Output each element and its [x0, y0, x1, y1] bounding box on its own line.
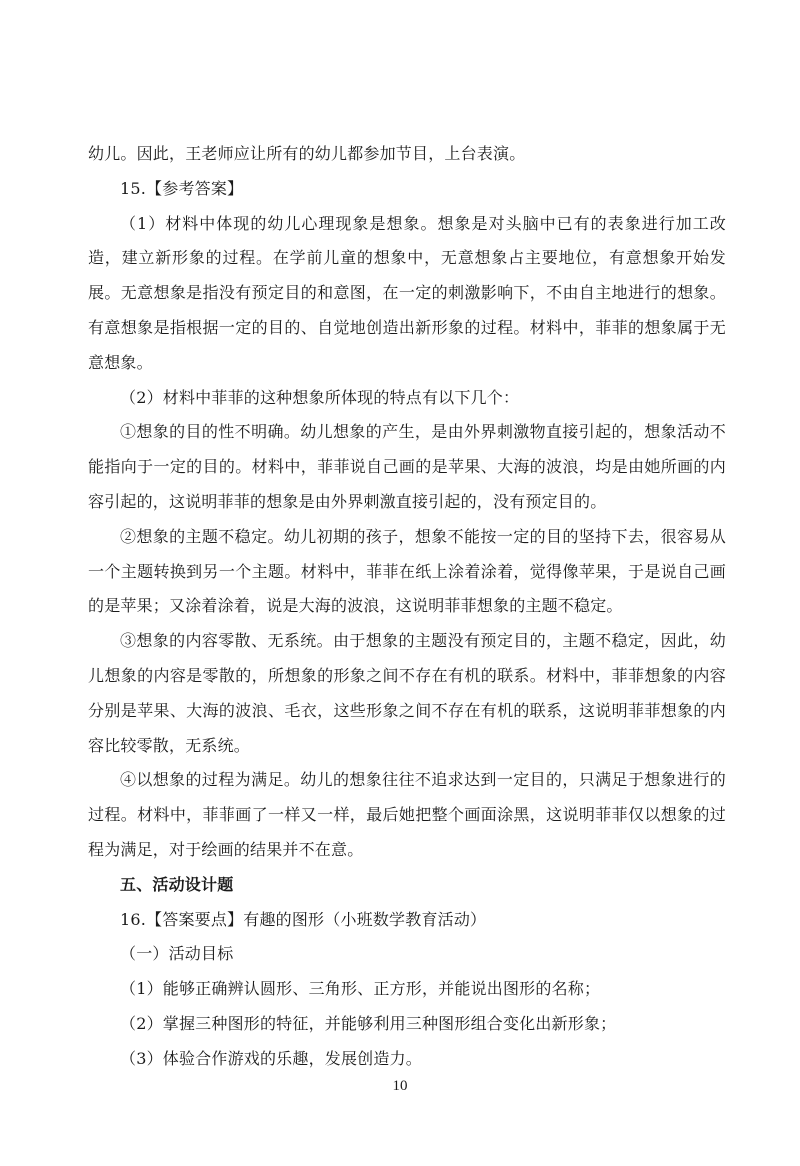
document-body [88, 137, 726, 1077]
answer-15-point-4: ④以想象的过程为满足。幼儿的想象往往不追求达到一定目的，只满足于想象进行的过程。材料中，菲菲画了一样又一样，最后她把整个画面涂黑，这说明菲菲仅以想象的过程为满足，对于绘画的结果并不在意。 [88, 770, 726, 859]
answer-15-point-3: ③想象的内容零散、无系统。由于想象的主题没有预定目的，主题不稳定，因此，幼儿想象的内容是零散的，所想象的形象之间不存在有机的联系。材料中，菲菲想象的内容分别是苹果、大海的波浪、毛衣，这些形象之间不存在有机的联系，这说明菲菲想象的内容比较零散，无系统。 [88, 631, 726, 755]
paragraph-continuation: 幼儿。因此，王老师应让所有的幼儿都参加节目，上台表演。 [88, 144, 526, 163]
answer-15-point-1: ①想象的目的性不明确。幼儿想象的产生，是由外界刺激物直接引起的，想象活动不能指向于一定的目的。材料中，菲菲说自己画的是苹果、大海的波浪，均是由她所画的内容引起的，这说明菲菲的想象是由外界刺激直接引起的，没有预定目的。 [88, 422, 726, 511]
answer-15-heading: 15.【参考答案】 [120, 178, 244, 198]
activity-goal-2: （2）掌握三种图形的特征，并能够利用三种图形组合变化出新形象； [120, 1013, 617, 1033]
page-number: 10 [392, 1078, 408, 1094]
activity-goal-3: （3）体验合作游戏的乐趣，发展创造力。 [120, 1048, 422, 1068]
answer-15-part-1: （1）材料中体现的幼儿心理现象是想象。想象是对头脑中已有的表象进行加工改造，建立新形象的过程。在学前儿童的想象中，无意想象占主要地位，有意想象开始发展。无意想象是指没有预定目的和意图，在一定的刺激影响下，不由自主地进行的想象。有意想象是指根据一定的目的、自觉地创造出新形象的过程。材料中，菲菲的想象属于无意想象。 [88, 213, 726, 372]
section-5-heading: 五、活动设计题 [120, 874, 234, 894]
answer-16-heading: 16.【答案要点】有趣的图形（小班数学教育活动） [120, 909, 487, 929]
activity-goals-heading: （一）活动目标 [120, 944, 234, 964]
answer-15-part-2-intro: （2）材料中菲菲的这种想象所体现的特点有以下几个： [120, 387, 520, 407]
activity-goal-1: （1）能够正确辨认圆形、三角形、正方形，并能说出图形的名称； [120, 979, 601, 999]
answer-15-point-2: ②想象的主题不稳定。幼儿初期的孩子，想象不能按一定的目的坚持下去，很容易从一个主题转换到另一个主题。材料中，菲菲在纸上涂着涂着，觉得像苹果，于是说自己画的是苹果；又涂着涂着，说是大海的波浪，这说明菲菲想象的主题不稳定。 [88, 526, 726, 616]
